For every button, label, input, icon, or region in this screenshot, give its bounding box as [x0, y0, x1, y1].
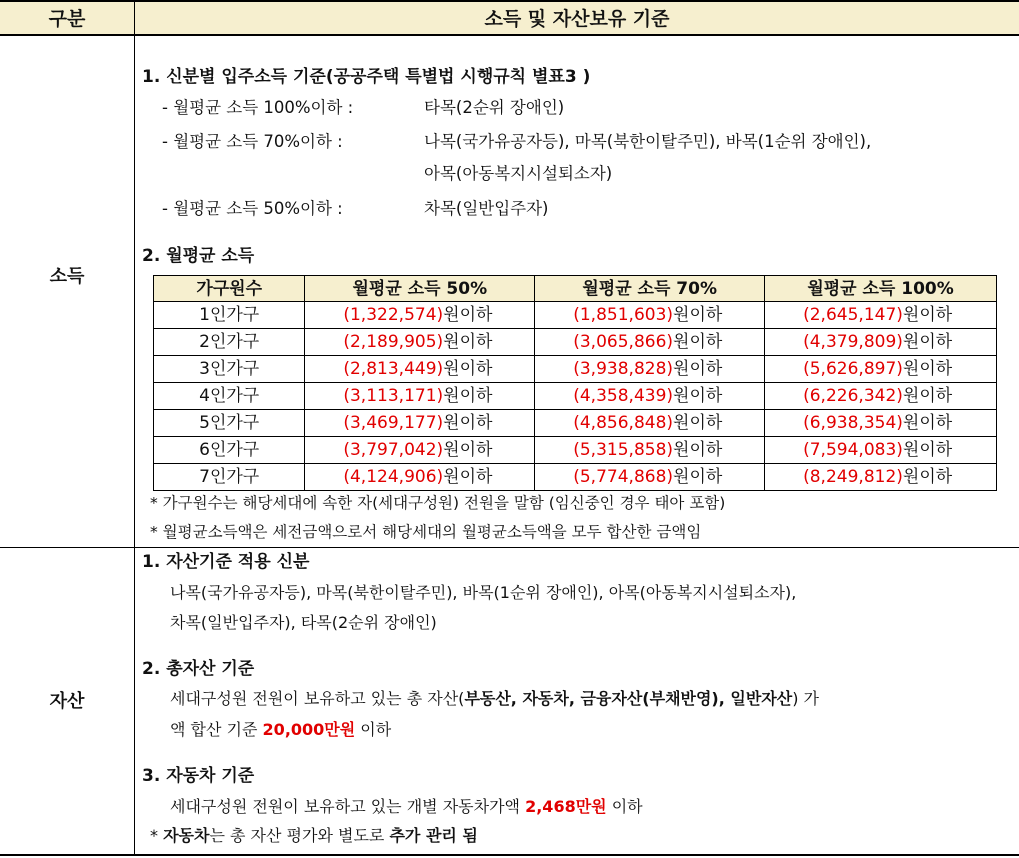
income-suffix: 원이하	[443, 386, 493, 406]
household-size-cell: 3인가구	[154, 356, 305, 383]
car-value-line	[170, 796, 643, 818]
income-limit-cell-70	[535, 383, 765, 410]
income-category-label: 소득	[49, 266, 85, 287]
income-suffix: 원이하	[673, 467, 723, 487]
header-criteria-text: 소득 및 자산보유 기준	[484, 7, 670, 30]
income-suffix: 원이하	[443, 467, 493, 487]
income-amount: (2,645,147)	[803, 305, 903, 325]
income-amount: (5,626,897)	[803, 359, 903, 379]
income-suffix: 원이하	[902, 359, 953, 379]
income-table-header-row	[154, 276, 997, 302]
th-household: 가구원수	[154, 276, 305, 302]
total-assets-components: 부동산, 자동차, 금융자산(부채반영), 일반자산	[464, 689, 793, 708]
car-note-line	[150, 825, 478, 847]
income-rule-50	[162, 198, 343, 220]
income-rule-70-text-cont: 아목(아동복지시설퇴소자)	[424, 164, 613, 183]
income-limit-cell-50	[305, 302, 535, 329]
header-col-criteria	[135, 0, 1019, 34]
income-limit-cell-50	[305, 464, 535, 491]
income-rule-70	[162, 131, 343, 153]
income-amount: (2,813,449)	[343, 359, 444, 379]
income-amount: (4,856,848)	[573, 413, 674, 433]
car-note-star: *	[150, 826, 164, 845]
income-table	[153, 275, 997, 491]
income-suffix: 원이하	[443, 440, 493, 460]
rule-50-prefix: - 월평균 소득 50%이하 :	[162, 199, 343, 218]
rule-100-prefix: - 월평균 소득 100%이하 :	[162, 98, 354, 117]
income-amount: (3,113,171)	[343, 386, 444, 406]
total-assets-limit: 20,000만원	[262, 720, 356, 739]
car-note-emphasis: 추가 관리 됨	[389, 826, 478, 845]
income-limit-cell-50	[305, 329, 535, 356]
income-amount: (4,124,906)	[343, 467, 444, 487]
income-rule-100-text: 타목(2순위 장애인)	[424, 98, 565, 117]
household-size-cell: 2인가구	[154, 329, 305, 356]
income-suffix: 원이하	[902, 467, 953, 487]
income-amount: (4,379,809)	[803, 332, 903, 352]
household-size-cell: 6인가구	[154, 437, 305, 464]
income-amount: (7,594,083)	[803, 440, 903, 460]
income-limit-cell-50	[305, 437, 535, 464]
income-amount: (4,358,439)	[573, 386, 674, 406]
income-rule-70-text: 나목(국가유공자등), 마목(북한이탈주민), 바목(1순위 장애인),	[424, 132, 872, 151]
car-note-text: 는 총 자산 평가와 별도로	[209, 826, 390, 845]
income-limit-cell-100	[765, 410, 997, 437]
income-amount: (6,226,342)	[803, 386, 903, 406]
assets-section1-title: 1. 자산기준 적용 신분	[142, 552, 310, 572]
income-limit-cell-70	[535, 437, 765, 464]
income-limit-cell-100	[765, 383, 997, 410]
assets-total-line1	[170, 688, 819, 710]
car-value-text-a: 세대구성원 전원이 보유하고 있는 개별 자동차가액	[170, 797, 526, 816]
income-suffix: 원이하	[443, 305, 493, 325]
income-amount: (5,315,858)	[573, 440, 674, 460]
rule-70-prefix: - 월평균 소득 70%이하 :	[162, 132, 343, 151]
car-note-subject: 자동차	[163, 826, 210, 845]
table-row	[154, 437, 997, 464]
assets-section2-title: 2. 총자산 기준	[142, 659, 255, 679]
household-size-cell: 4인가구	[154, 383, 305, 410]
section-divider	[0, 547, 1019, 548]
income-limit-cell-70	[535, 302, 765, 329]
income-amount: (8,249,812)	[803, 467, 903, 487]
income-section1-title: 1. 신분별 입주소득 기준(공공주택 특별법 시행규칙 별표3 )	[142, 67, 591, 87]
income-amount: (3,065,866)	[573, 332, 674, 352]
income-suffix: 원이하	[443, 332, 493, 352]
total-assets-text-c: ) 가	[792, 689, 820, 708]
income-limit-cell-70	[535, 464, 765, 491]
table-row	[154, 302, 997, 329]
income-limit-cell-70	[535, 356, 765, 383]
income-amount: (6,938,354)	[803, 413, 903, 433]
household-size-cell: 5인가구	[154, 410, 305, 437]
income-note-pretax: * 월평균소득액은 세전금액으로서 해당세대의 월평균소득액을 모두 합산한 금액임	[150, 523, 702, 541]
table-row	[154, 383, 997, 410]
header-divider	[0, 34, 1019, 36]
income-suffix: 원이하	[673, 332, 723, 352]
income-note-household: * 가구원수는 해당세대에 속한 자(세대구성원) 전원을 말함 (임신중인 경우 태아 포함)	[150, 494, 726, 512]
table-row	[154, 329, 997, 356]
income-suffix: 원이하	[673, 440, 723, 460]
income-limit-cell-50	[305, 410, 535, 437]
total-assets-text-e: 이하	[355, 720, 392, 739]
income-limit-cell-100	[765, 329, 997, 356]
car-value-text-c: 이하	[606, 797, 643, 816]
car-value-limit: 2,468만원	[525, 797, 607, 816]
income-amount: (1,851,603)	[573, 305, 674, 325]
income-amount: (2,189,905)	[343, 332, 444, 352]
income-limit-cell-70	[535, 410, 765, 437]
income-suffix: 원이하	[902, 440, 953, 460]
top-border	[0, 0, 1019, 2]
income-limit-cell-50	[305, 356, 535, 383]
income-suffix: 원이하	[443, 359, 493, 379]
income-limit-cell-70	[535, 329, 765, 356]
table-row	[154, 356, 997, 383]
household-size-cell: 7인가구	[154, 464, 305, 491]
income-limit-cell-100	[765, 302, 997, 329]
total-assets-text-d: 액 합산 기준	[170, 720, 263, 739]
table-row	[154, 410, 997, 437]
income-amount: (1,322,574)	[343, 305, 444, 325]
income-suffix: 원이하	[673, 413, 723, 433]
bottom-border	[0, 854, 1019, 856]
th-income-50: 월평균 소득 50%	[305, 276, 535, 302]
header-category-text: 구분	[48, 7, 86, 30]
header-col-category	[0, 0, 134, 34]
income-limit-cell-100	[765, 437, 997, 464]
assets-section3-title: 3. 자동차 기준	[142, 766, 255, 786]
assets-category-label: 자산	[49, 691, 85, 712]
income-suffix: 원이하	[902, 305, 953, 325]
income-suffix: 원이하	[673, 305, 723, 325]
income-amount: (3,469,177)	[343, 413, 444, 433]
income-limit-cell-100	[765, 464, 997, 491]
total-assets-text-a: 세대구성원 전원이 보유하고 있는 총 자산(	[170, 689, 465, 708]
income-suffix: 원이하	[902, 332, 953, 352]
income-amount: (3,797,042)	[343, 440, 444, 460]
th-income-70: 월평균 소득 70%	[535, 276, 765, 302]
income-section2-title: 2. 월평균 소득	[142, 246, 255, 266]
income-limit-cell-100	[765, 356, 997, 383]
th-income-100: 월평균 소득 100%	[765, 276, 997, 302]
income-suffix: 원이하	[673, 386, 723, 406]
income-rule-100	[162, 97, 353, 119]
income-rule-50-text: 차목(일반입주자)	[424, 199, 549, 218]
income-suffix: 원이하	[902, 386, 953, 406]
income-amount: (5,774,868)	[573, 467, 674, 487]
income-amount: (3,938,828)	[573, 359, 674, 379]
column-divider	[134, 0, 135, 856]
income-suffix: 원이하	[673, 359, 723, 379]
assets-eligible-line2: 차목(일반입주자), 타목(2순위 장애인)	[170, 613, 437, 632]
assets-eligible-line1: 나목(국가유공자등), 마목(북한이탈주민), 바목(1순위 장애인), 아목(아동복지시설퇴소자),	[170, 583, 797, 602]
income-suffix: 원이하	[902, 413, 953, 433]
household-size-cell: 1인가구	[154, 302, 305, 329]
income-suffix: 원이하	[443, 413, 493, 433]
income-limit-cell-50	[305, 383, 535, 410]
table-row	[154, 464, 997, 491]
assets-total-line2	[170, 719, 391, 741]
